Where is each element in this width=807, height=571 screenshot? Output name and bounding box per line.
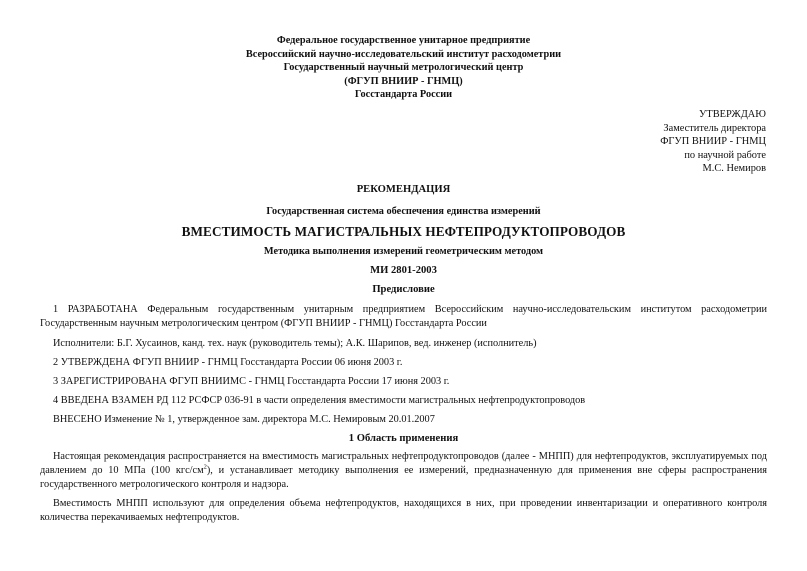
scope-paragraph-1-part-b: ), и устанавливает методику выполнения ее измерений, предназначенную для применения вне сферы распространения государственного метрологического контроля и надзора.	[40, 465, 767, 490]
scope-paragraph-1	[40, 450, 767, 492]
document-code: МИ 2801-2003	[370, 265, 437, 276]
preface-paragraph-developed: 1 РАЗРАБОТАНА Федеральным государственным унитарным предприятием Всероссийским научно-исследовательским институтом расходометрии Государственным научным метрологическим центром (ФГУП ВНИИР - ГНМЦ) Госстандарта России	[40, 304, 767, 329]
approval-organization: ФГУП ВНИИР - ГНМЦ	[660, 136, 766, 148]
approval-area: по научной работе	[684, 149, 766, 161]
preface-paragraph-approved: 2 УТВЕРЖДЕНА ФГУП ВНИИР - ГНМЦ Госстандарта России 06 июня 2003 г.	[53, 357, 403, 368]
header-line-abbreviation: (ФГУП ВНИИР - ГНМЦ)	[344, 75, 463, 87]
header-line-enterprise: Федеральное государственное унитарное предприятие	[276, 35, 531, 46]
approval-signatory: М.С. Немиров	[702, 163, 766, 175]
document-type: РЕКОМЕНДАЦИЯ	[356, 184, 451, 195]
scope-paragraph-2: Вместимость МНПП используют для определения объема нефтепродуктов, находящихся в них, при проведении инвентаризации и оперативного контроля количества перекачиваемых нефтепродуктов.	[40, 498, 767, 523]
header-line-center: Государственный научный метрологический центр	[283, 62, 524, 74]
unit-exponent: 2	[203, 463, 207, 471]
scope-paragraph-1-part-a: Настоящая рекомендация распространяется на вместимость магистральных нефтепродуктопроводов (далее - МНПП) для нефтепродуктов, эксплуатируемых под давлением до 10 МПа (100 кгс/см	[40, 451, 767, 476]
system-title: Государственная система обеспечения единства измерений	[266, 206, 541, 217]
preface-paragraph-registered: 3 ЗАРЕГИСТРИРОВАНА ФГУП ВНИИМС - ГНМЦ Госстандарта России 17 июня 2003 г.	[53, 376, 450, 387]
document-main-title: ВМЕСТИМОСТЬ МАГИСТРАЛЬНЫХ НЕФТЕПРОДУКТОПРОВОДОВ	[181, 224, 626, 239]
organization-header	[40, 34, 767, 102]
approval-title: УТВЕРЖДАЮ	[699, 109, 766, 120]
approval-position: Заместитель директора	[663, 122, 766, 134]
header-line-institute: Всероссийский научно-исследовательский институт расходометрии	[245, 48, 562, 60]
header-line-gosstandart: Госстандарта России	[354, 89, 453, 101]
preface-heading: Предисловие	[372, 284, 435, 295]
preface-paragraph-amendment: ВНЕСЕНО Изменение № 1, утвержденное зам. директора М.С. Немировым 20.01.2007	[53, 414, 435, 425]
preface-paragraph-replaced: 4 ВВЕДЕНА ВЗАМЕН РД 112 РСФСР 036-91 в части определения вместимости магистральных нефтепродуктопроводов	[53, 395, 586, 406]
method-subtitle: Методика выполнения измерений геометрическим методом	[263, 246, 544, 257]
section-heading-scope: 1 Область применения	[348, 433, 459, 444]
approval-block	[660, 108, 766, 176]
preface-paragraph-authors: Исполнители: Б.Г. Хусаинов, канд. тех. наук (руководитель темы); А.К. Шарипов, вед. инженер (исполнитель)	[53, 338, 537, 349]
